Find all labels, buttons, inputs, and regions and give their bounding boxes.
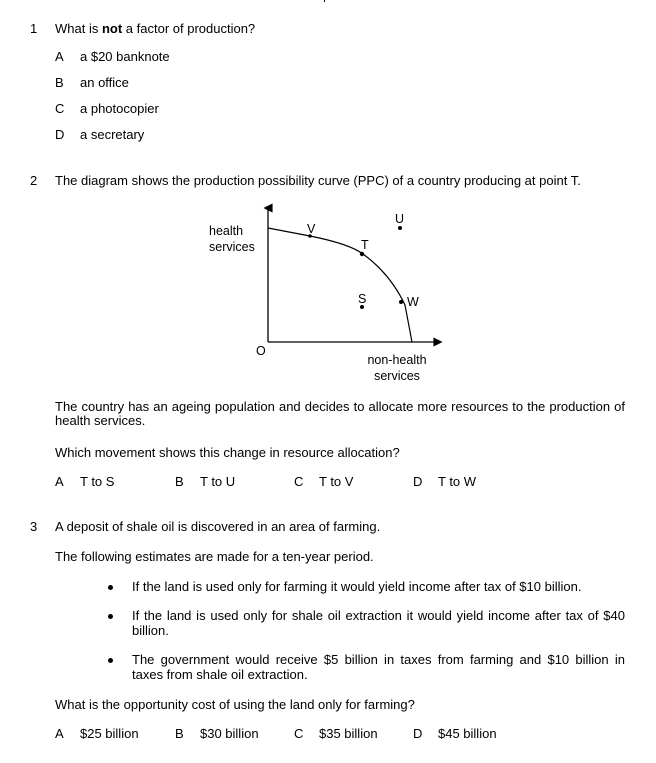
option-a-text: $25 billion <box>80 726 139 741</box>
question-intro: The following estimates are made for a ten-year period. <box>55 549 374 564</box>
option-b-text: an office <box>80 75 129 90</box>
option-c-text: $35 billion <box>319 726 378 741</box>
option-d-letter: D <box>413 474 423 489</box>
question-paragraph: The country has an ageing population and decides to allocate more resources to the production of health services. <box>55 399 625 428</box>
option-a-letter: A <box>55 49 64 64</box>
option-d-text: T to W <box>438 474 477 489</box>
question-stem: What is not a factor of production? <box>55 21 256 36</box>
question-prompt: Which movement shows this change in resource allocation? <box>55 445 400 460</box>
option-b-letter: B <box>55 75 64 90</box>
question-prompt: What is the opportunity cost of using the land only for farming? <box>55 697 415 712</box>
point-u-dot <box>398 226 402 230</box>
option-b-text: $30 billion <box>200 726 259 741</box>
option-c-letter: C <box>294 474 304 489</box>
option-a-letter: A <box>55 726 64 741</box>
option-d-letter: D <box>413 726 423 741</box>
bullet-text-1: If the land is used only for farming it would yield income after tax of $10 billion. <box>132 579 582 594</box>
option-c-letter: C <box>55 101 65 116</box>
option-c-text: T to V <box>319 474 354 489</box>
option-a-text: T to S <box>80 474 115 489</box>
x-axis-label-line2: services <box>374 369 420 383</box>
point-t-label: T <box>361 238 369 252</box>
ppc-diagram <box>200 200 460 390</box>
option-a-text: a $20 banknote <box>80 49 170 64</box>
x-axis-label-line1: non-health <box>367 353 427 367</box>
question-number: 1 <box>30 21 38 36</box>
option-d-text: $45 billion <box>438 726 497 741</box>
point-u-label: U <box>395 212 405 226</box>
option-b-letter: B <box>175 726 184 741</box>
point-s-label: S <box>358 292 367 306</box>
origin-label: O <box>256 344 266 358</box>
point-v-label: V <box>307 222 316 236</box>
option-b-text: T to U <box>200 474 236 489</box>
question-number: 3 <box>30 519 38 534</box>
option-a-letter: A <box>55 474 64 489</box>
page-number-mark <box>324 0 325 2</box>
option-c-text: a photocopier <box>80 101 159 116</box>
y-axis-label-line1: health <box>209 224 244 238</box>
question-stem: A deposit of shale oil is discovered in an area of farming. <box>55 519 381 534</box>
question-number: 2 <box>30 173 38 188</box>
option-b-letter: B <box>175 474 184 489</box>
bullet-text-3: The government would receive $5 billion in taxes from farming and $10 billion in taxes from shale oil extraction. <box>132 652 625 682</box>
bullet-icon <box>108 658 113 663</box>
option-d-letter: D <box>55 127 65 142</box>
option-d-text: a secretary <box>80 127 145 142</box>
point-w-dot <box>399 300 403 304</box>
ppc-curve <box>268 228 412 342</box>
bullet-icon <box>108 614 113 619</box>
question-stem: The diagram shows the production possibility curve (PPC) of a country producing at point T. <box>55 173 581 188</box>
point-t-dot <box>360 252 364 256</box>
y-axis-label-line2: services <box>209 240 255 254</box>
emphasis-not: not <box>101 21 123 36</box>
option-c-letter: C <box>294 726 304 741</box>
point-w-label: W <box>407 295 419 309</box>
bullet-text-2: If the land is used only for shale oil extraction it would yield income after tax of $40 billion. <box>132 608 625 638</box>
bullet-icon <box>108 585 113 590</box>
